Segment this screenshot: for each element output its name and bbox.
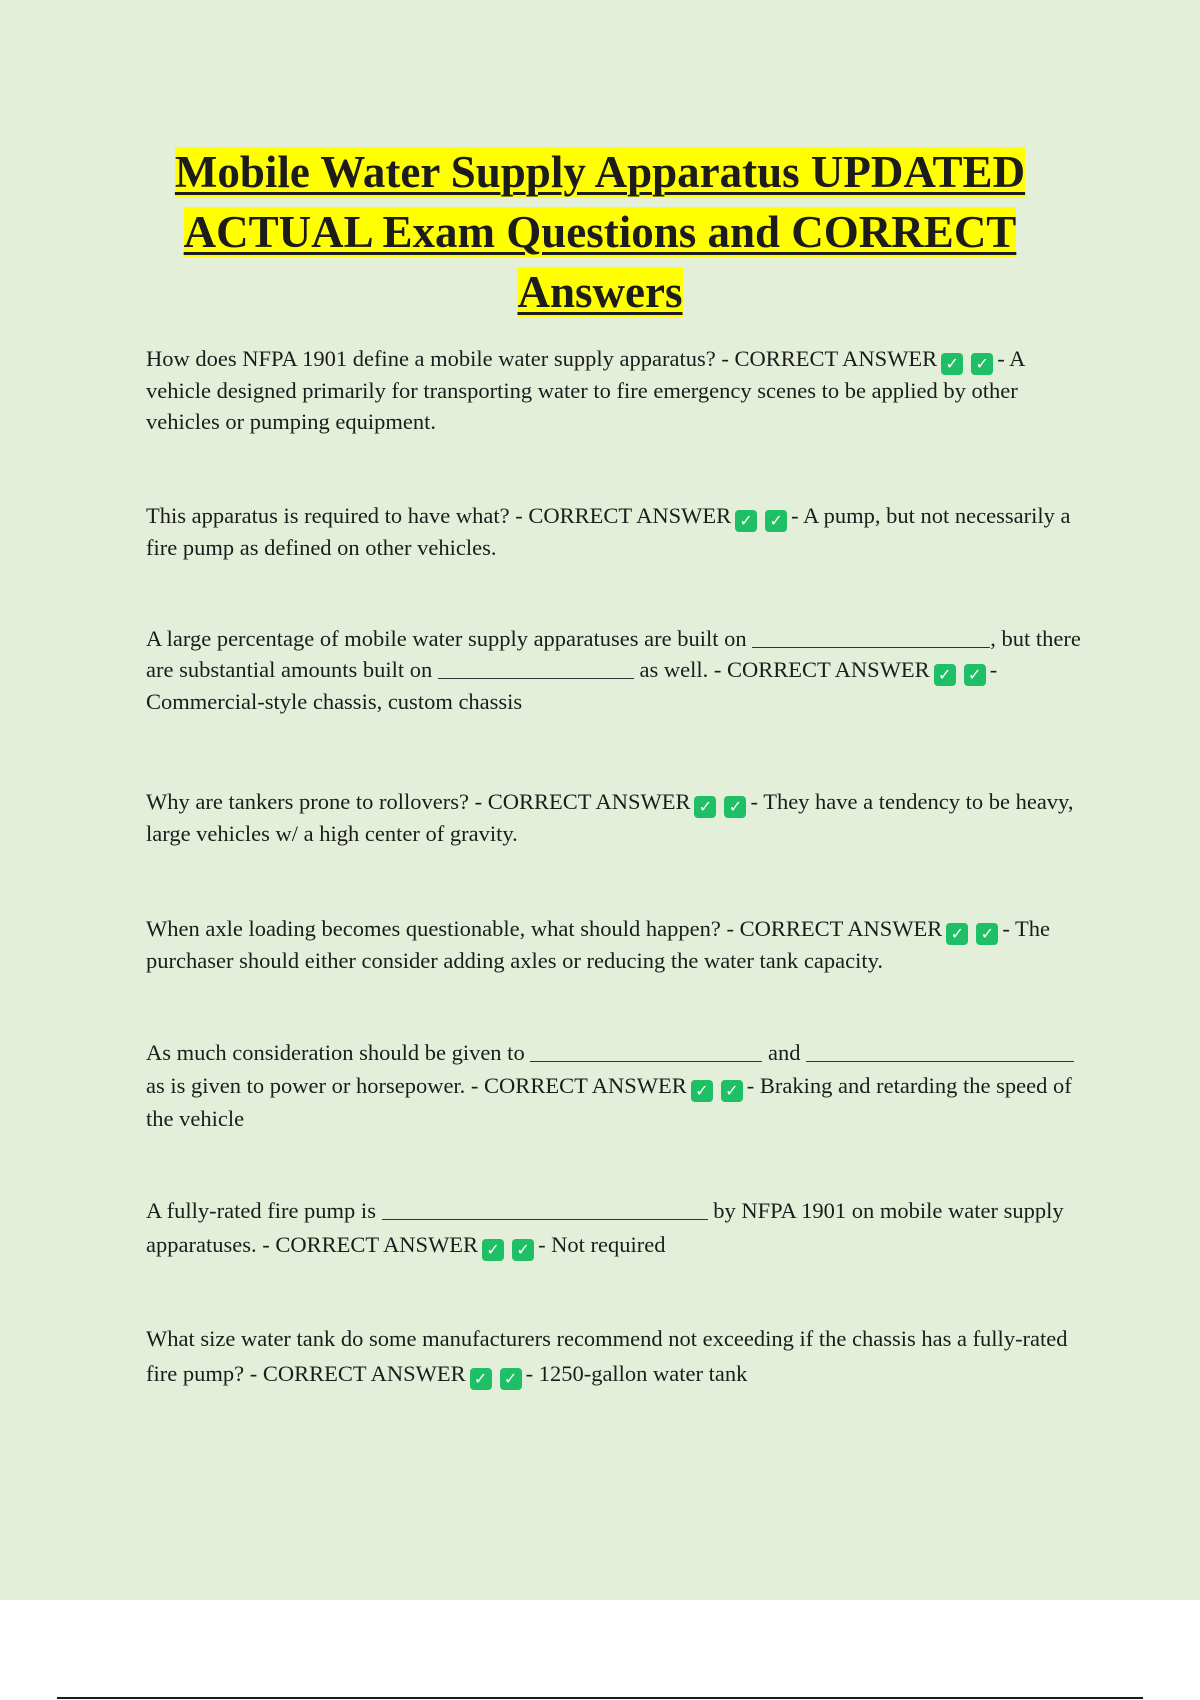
check-mark-icon: ✓ (971, 353, 993, 375)
answer-text: - 1250-gallon water tank (525, 1361, 748, 1386)
answer-text: - Commercial-style chassis, custom chassis (146, 657, 998, 714)
fill-in-blank (438, 656, 634, 680)
question-text-part3: as is given to power or horsepower. - CORRECT ANSWER (146, 1073, 687, 1098)
question-text-part1: A fully-rated fire pump is (146, 1198, 376, 1223)
answer-text: - The purchaser should either consider adding axles or reducing the water tank capacity. (146, 916, 1051, 973)
check-mark-icon: ✓ (500, 1368, 522, 1390)
question-text: This apparatus is required to have what? - CORRECT ANSWER (146, 503, 732, 528)
fill-in-blank (382, 1197, 708, 1221)
document-title (120, 142, 1080, 322)
question-text-part1: A large percentage of mobile water supply apparatuses are built on (146, 626, 747, 651)
question-text: When axle loading becomes questionable, what should happen? - CORRECT ANSWER (146, 916, 943, 941)
check-mark-icon: ✓ (964, 664, 986, 686)
qa-item-6 (146, 1036, 1091, 1135)
document-title-text: Mobile Water Supply Apparatus UPDATED ACTUAL Exam Questions and CORRECT Answers (174, 147, 1026, 317)
check-mark-icon: ✓ (691, 1080, 713, 1102)
answer-text: - Not required (538, 1232, 666, 1257)
question-text-part3: as well. - CORRECT ANSWER (639, 657, 930, 682)
question-text: How does NFPA 1901 define a mobile water supply apparatus? - CORRECT ANSWER (146, 346, 938, 371)
question-text-part1: As much consideration should be given to (146, 1040, 525, 1065)
footer-divider (57, 1697, 1143, 1699)
qa-item-3 (146, 623, 1091, 717)
check-mark-icon: ✓ (470, 1368, 492, 1390)
question-text-part2: by NFPA 1901 on mobile water supply apparatuses. - CORRECT ANSWER (146, 1198, 1064, 1257)
check-mark-icon: ✓ (976, 923, 998, 945)
check-mark-icon: ✓ (482, 1239, 504, 1261)
question-text: Why are tankers prone to rollovers? - CORRECT ANSWER (146, 789, 691, 814)
qa-item-2 (146, 500, 1091, 563)
check-mark-icon: ✓ (934, 664, 956, 686)
question-text-part2: and (767, 1040, 801, 1065)
fill-in-blank (752, 625, 990, 649)
check-mark-icon: ✓ (765, 510, 787, 532)
check-mark-icon: ✓ (946, 923, 968, 945)
qa-item-8 (146, 1321, 1091, 1391)
check-mark-icon: ✓ (735, 510, 757, 532)
check-mark-icon: ✓ (694, 796, 716, 818)
answer-text: - A vehicle designed primarily for transporting water to fire emergency scenes to be applied by other vehicles or pumping equipment. (146, 346, 1025, 434)
answer-text: - Braking and retarding the speed of the vehicle (146, 1073, 1072, 1131)
question-text: What size water tank do some manufacturers recommend not exceeding if the chassis has a fully-rated fire pump? - CORRECT ANSWER (146, 1326, 1068, 1386)
qa-item-1 (146, 343, 1091, 437)
check-mark-icon: ✓ (721, 1080, 743, 1102)
qa-item-5 (146, 913, 1091, 976)
qa-item-4 (146, 786, 1091, 849)
check-mark-icon: ✓ (512, 1239, 534, 1261)
fill-in-blank (806, 1039, 1074, 1063)
answer-text: - A pump, but not necessarily a fire pump as defined on other vehicles. (146, 503, 1071, 560)
answer-text: - They have a tendency to be heavy, large vehicles w/ a high center of gravity. (146, 789, 1074, 846)
fill-in-blank (530, 1039, 762, 1063)
qa-item-7 (146, 1194, 1091, 1262)
check-mark-icon: ✓ (941, 353, 963, 375)
question-text-part2: , but there are substantial amounts built on (146, 626, 1081, 682)
check-mark-icon: ✓ (724, 796, 746, 818)
